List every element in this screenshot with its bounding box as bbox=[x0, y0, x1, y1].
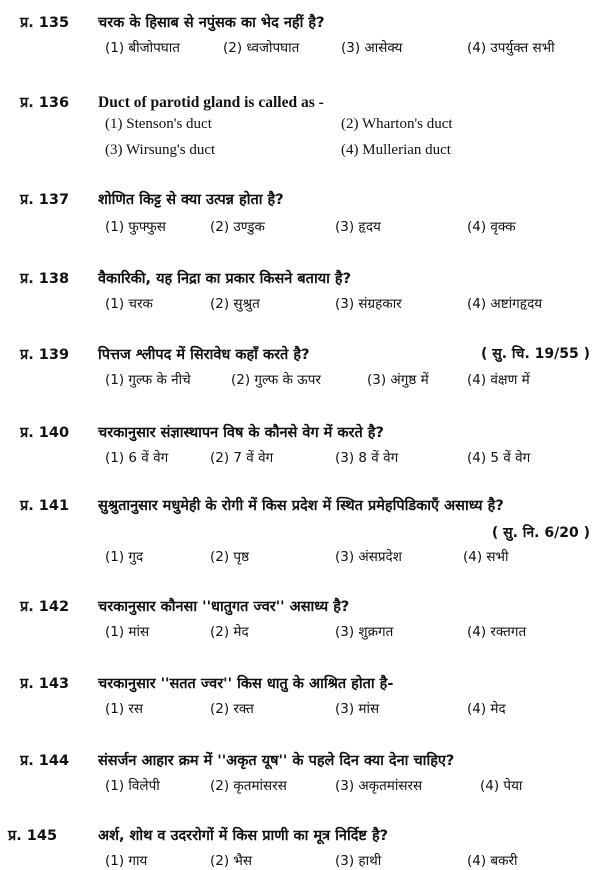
option-4: (4) 5 वें वेग bbox=[467, 450, 531, 466]
question-number: प्र. 140 bbox=[20, 425, 70, 441]
option-4: (4) उपर्युक्त सभी bbox=[467, 40, 555, 56]
option-2: (2) पृष्ठ bbox=[210, 549, 250, 565]
question-text: Duct of parotid gland is called as - bbox=[98, 94, 324, 111]
option-1: (1) 6 वें वेग bbox=[105, 450, 169, 466]
question-text: चरकानुसार संज्ञास्थापन विष के कौनसे वेग में करते है? bbox=[98, 425, 384, 441]
question-number: प्र. 145 bbox=[8, 828, 58, 844]
option-2: (2) मेद bbox=[210, 624, 249, 640]
option-4: (4) बकरी bbox=[467, 853, 518, 869]
option-4: (4) वंक्षण में bbox=[467, 372, 530, 388]
option-1: (1) चरक bbox=[105, 296, 153, 312]
option-4: (4) Mullerian duct bbox=[341, 142, 451, 158]
option-4: (4) सभी bbox=[463, 549, 509, 565]
option-3: (3) अंसप्रदेश bbox=[335, 549, 402, 565]
option-2: (2) Wharton's duct bbox=[341, 116, 453, 132]
question-number: प्र. 135 bbox=[20, 15, 70, 31]
question-number: प्र. 137 bbox=[20, 192, 70, 208]
question-number: प्र. 141 bbox=[20, 498, 70, 514]
question-text: चरकानुसार कौनसा ''धातुगत ज्वर'' असाध्य है? bbox=[98, 599, 350, 615]
option-1: (1) मांस bbox=[105, 624, 150, 640]
option-4: (4) वृक्क bbox=[467, 219, 516, 235]
option-1: (1) गाय bbox=[105, 853, 148, 869]
option-1: (1) बीजोपघात bbox=[105, 40, 180, 56]
question-number: प्र. 139 bbox=[20, 347, 70, 363]
question-text: सुश्रुतानुसार मधुमेही के रोगी में किस प्रदेश में स्थित प्रमेहपिडिकाएँ असाध्य है? bbox=[98, 498, 504, 514]
option-3: (3) आसेक्य bbox=[341, 40, 403, 56]
option-3: (3) अंगुष्ठ में bbox=[367, 372, 429, 388]
option-4: (4) पेया bbox=[480, 778, 523, 794]
option-1: (1) गुद bbox=[105, 549, 144, 565]
reference-citation: ( सु. नि. 6/20 ) bbox=[491, 525, 590, 541]
option-1: (1) Stenson's duct bbox=[105, 116, 212, 132]
question-text: चरक के हिसाब से नपुंसक का भेद नहीं है? bbox=[98, 15, 325, 31]
option-1: (1) रस bbox=[105, 701, 144, 717]
option-3: (3) 8 वें वेग bbox=[335, 450, 399, 466]
question-number: प्र. 144 bbox=[20, 753, 70, 769]
option-3: (3) मांस bbox=[335, 701, 380, 717]
option-1: (1) विलेपी bbox=[105, 778, 160, 794]
question-text: चरकानुसार ''सतत ज्वर'' किस धातु के आश्रित होता है- bbox=[98, 676, 394, 692]
option-2: (2) 7 वें वेग bbox=[210, 450, 274, 466]
question-number: प्र. 136 bbox=[20, 95, 70, 111]
option-3: (3) अकृतमांसरस bbox=[335, 778, 423, 794]
option-1: (1) गुल्फ के नीचे bbox=[105, 372, 191, 388]
option-4: (4) मेद bbox=[467, 701, 506, 717]
option-2: (2) गुल्फ के ऊपर bbox=[231, 372, 321, 388]
question-text: पित्तज श्लीपद में सिरावेध कहाँ करते है? bbox=[98, 347, 310, 363]
option-2: (2) रक्त bbox=[210, 701, 254, 717]
question-text: संसर्जन आहार क्रम में ''अकृत यूष'' के पहले दिन क्या देना चाहिए? bbox=[98, 753, 455, 769]
option-4: (4) अष्टांगहृदय bbox=[467, 296, 543, 312]
option-2: (2) ध्वजोपघात bbox=[223, 40, 300, 56]
option-1: (1) फुफ्फुस bbox=[105, 219, 166, 235]
option-3: (3) संग्रहकार bbox=[335, 296, 402, 312]
question-number: प्र. 142 bbox=[20, 599, 70, 615]
option-3: (3) हृदय bbox=[335, 219, 381, 235]
option-3: (3) शुक्रगत bbox=[335, 624, 394, 640]
option-2: (2) भैस bbox=[210, 853, 253, 869]
question-text: वैकारिकी, यह निद्रा का प्रकार किसने बताया है? bbox=[98, 271, 352, 287]
option-2: (2) उण्डुक bbox=[210, 219, 265, 235]
option-3: (3) Wirsung's duct bbox=[105, 142, 216, 158]
question-number: प्र. 143 bbox=[20, 676, 70, 692]
option-4: (4) रक्तगत bbox=[467, 624, 527, 640]
option-2: (2) सुश्रुत bbox=[210, 296, 260, 312]
option-3: (3) हाथी bbox=[335, 853, 382, 869]
question-number: प्र. 138 bbox=[20, 271, 70, 287]
question-text: अर्श, शोथ व उदररोगों में किस प्राणी का मूत्र निर्दिष्ट है? bbox=[98, 828, 389, 844]
option-2: (2) कृतमांसरस bbox=[210, 778, 287, 794]
reference-citation: ( सु. चि. 19/55 ) bbox=[481, 346, 590, 362]
question-text: शोणित किट्ट से क्या उत्पन्न होता है? bbox=[98, 192, 284, 208]
